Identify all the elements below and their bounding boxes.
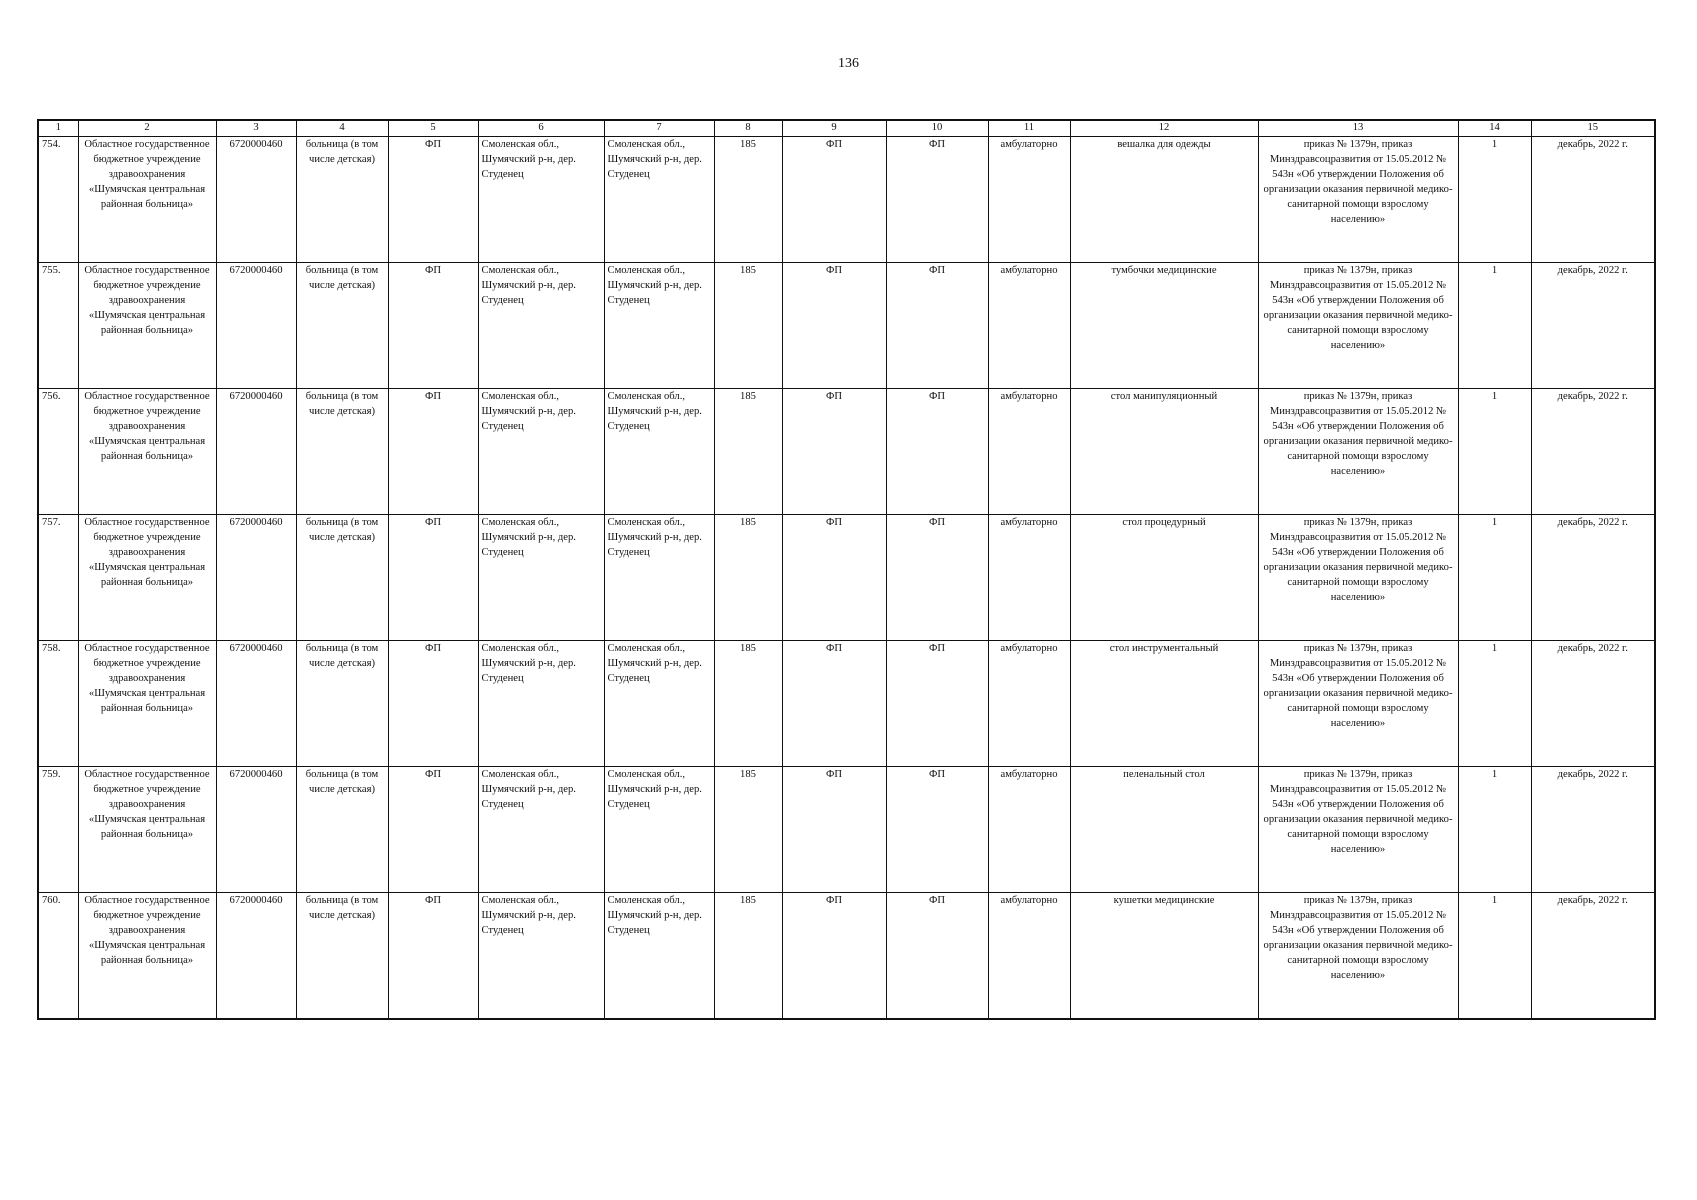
unit-type: ФП xyxy=(388,137,478,263)
care-type: амбулаторно xyxy=(988,893,1070,1019)
address: Смоленская обл., Шумячский р-н, дер. Студенец xyxy=(478,641,604,767)
equipment-name: пеленальный стол xyxy=(1070,767,1258,893)
column-9-value: ФП xyxy=(782,515,886,641)
column-8-value: 185 xyxy=(714,389,782,515)
legal-basis: приказ № 1379н, приказ Минздравсоцразвития от 15.05.2012 № 543н «Об утверждении Положения об организации оказания первичной медико-санитарной помощи взрослому населению» xyxy=(1258,767,1458,893)
column-9-value: ФП xyxy=(782,389,886,515)
address: Смоленская обл., Шумячский р-н, дер. Студенец xyxy=(478,515,604,641)
row-number: 758. xyxy=(38,641,78,767)
unit-type: ФП xyxy=(388,389,478,515)
facility-type: больница (в том числе детская) xyxy=(296,515,388,641)
legal-basis: приказ № 1379н, приказ Минздравсоцразвития от 15.05.2012 № 543н «Об утверждении Положения об организации оказания первичной медико-санитарной помощи взрослому населению» xyxy=(1258,137,1458,263)
column-9-value: ФП xyxy=(782,137,886,263)
column-header: 5 xyxy=(388,120,478,137)
column-header: 4 xyxy=(296,120,388,137)
location: Смоленская обл., Шумячский р-н, дер. Студенец xyxy=(604,137,714,263)
column-8-value: 185 xyxy=(714,641,782,767)
column-9-value: ФП xyxy=(782,767,886,893)
column-header: 2 xyxy=(78,120,216,137)
organization-code: 6720000460 xyxy=(216,641,296,767)
column-10-value: ФП xyxy=(886,389,988,515)
column-header: 1 xyxy=(38,120,78,137)
column-9-value: ФП xyxy=(782,893,886,1019)
equipment-name: стол процедурный xyxy=(1070,515,1258,641)
location: Смоленская обл., Шумячский р-н, дер. Студенец xyxy=(604,767,714,893)
facility-type: больница (в том числе детская) xyxy=(296,137,388,263)
due-date: декабрь, 2022 г. xyxy=(1531,389,1655,515)
table-row xyxy=(38,137,1655,263)
location: Смоленская обл., Шумячский р-н, дер. Студенец xyxy=(604,893,714,1019)
due-date: декабрь, 2022 г. xyxy=(1531,641,1655,767)
equipment-name: вешалка для одежды xyxy=(1070,137,1258,263)
unit-type: ФП xyxy=(388,515,478,641)
care-type: амбулаторно xyxy=(988,263,1070,389)
row-number: 757. xyxy=(38,515,78,641)
organization-name: Областное государственное бюджетное учреждение здравоохранения «Шумячская центральная районная больница» xyxy=(78,137,216,263)
quantity: 1 xyxy=(1458,137,1531,263)
column-header: 11 xyxy=(988,120,1070,137)
address: Смоленская обл., Шумячский р-н, дер. Студенец xyxy=(478,137,604,263)
address: Смоленская обл., Шумячский р-н, дер. Студенец xyxy=(478,263,604,389)
column-10-value: ФП xyxy=(886,515,988,641)
organization-code: 6720000460 xyxy=(216,767,296,893)
column-header: 13 xyxy=(1258,120,1458,137)
row-number: 756. xyxy=(38,389,78,515)
facility-type: больница (в том числе детская) xyxy=(296,893,388,1019)
facility-type: больница (в том числе детская) xyxy=(296,767,388,893)
legal-basis: приказ № 1379н, приказ Минздравсоцразвития от 15.05.2012 № 543н «Об утверждении Положения об организации оказания первичной медико-санитарной помощи взрослому населению» xyxy=(1258,515,1458,641)
organization-code: 6720000460 xyxy=(216,137,296,263)
due-date: декабрь, 2022 г. xyxy=(1531,515,1655,641)
quantity: 1 xyxy=(1458,515,1531,641)
location: Смоленская обл., Шумячский р-н, дер. Студенец xyxy=(604,263,714,389)
organization-name: Областное государственное бюджетное учреждение здравоохранения «Шумячская центральная районная больница» xyxy=(78,641,216,767)
quantity: 1 xyxy=(1458,389,1531,515)
quantity: 1 xyxy=(1458,263,1531,389)
column-number-row xyxy=(38,120,1655,137)
organization-name: Областное государственное бюджетное учреждение здравоохранения «Шумячская центральная районная больница» xyxy=(78,767,216,893)
location: Смоленская обл., Шумячский р-н, дер. Студенец xyxy=(604,641,714,767)
organization-code: 6720000460 xyxy=(216,893,296,1019)
care-type: амбулаторно xyxy=(988,641,1070,767)
facility-type: больница (в том числе детская) xyxy=(296,389,388,515)
care-type: амбулаторно xyxy=(988,515,1070,641)
organization-name: Областное государственное бюджетное учреждение здравоохранения «Шумячская центральная районная больница» xyxy=(78,515,216,641)
due-date: декабрь, 2022 г. xyxy=(1531,767,1655,893)
facility-type: больница (в том числе детская) xyxy=(296,641,388,767)
legal-basis: приказ № 1379н, приказ Минздравсоцразвития от 15.05.2012 № 543н «Об утверждении Положения об организации оказания первичной медико-санитарной помощи взрослому населению» xyxy=(1258,893,1458,1019)
row-number: 760. xyxy=(38,893,78,1019)
row-number: 759. xyxy=(38,767,78,893)
care-type: амбулаторно xyxy=(988,137,1070,263)
column-8-value: 185 xyxy=(714,893,782,1019)
equipment-name: стол манипуляционный xyxy=(1070,389,1258,515)
facility-type: больница (в том числе детская) xyxy=(296,263,388,389)
column-10-value: ФП xyxy=(886,893,988,1019)
column-header: 10 xyxy=(886,120,988,137)
quantity: 1 xyxy=(1458,893,1531,1019)
address: Смоленская обл., Шумячский р-н, дер. Студенец xyxy=(478,767,604,893)
column-8-value: 185 xyxy=(714,263,782,389)
care-type: амбулаторно xyxy=(988,389,1070,515)
row-number: 754. xyxy=(38,137,78,263)
equipment-name: кушетки медицинские xyxy=(1070,893,1258,1019)
unit-type: ФП xyxy=(388,893,478,1019)
organization-code: 6720000460 xyxy=(216,515,296,641)
column-10-value: ФП xyxy=(886,641,988,767)
registry-table xyxy=(37,119,1656,1020)
column-header: 9 xyxy=(782,120,886,137)
organization-code: 6720000460 xyxy=(216,263,296,389)
column-10-value: ФП xyxy=(886,263,988,389)
organization-code: 6720000460 xyxy=(216,389,296,515)
equipment-name: тумбочки медицинские xyxy=(1070,263,1258,389)
column-header: 3 xyxy=(216,120,296,137)
care-type: амбулаторно xyxy=(988,767,1070,893)
column-header: 15 xyxy=(1531,120,1655,137)
legal-basis: приказ № 1379н, приказ Минздравсоцразвития от 15.05.2012 № 543н «Об утверждении Положения об организации оказания первичной медико-санитарной помощи взрослому населению» xyxy=(1258,641,1458,767)
table-row xyxy=(38,641,1655,767)
page-number: 136 xyxy=(838,56,859,71)
table-row xyxy=(38,263,1655,389)
due-date: декабрь, 2022 г. xyxy=(1531,263,1655,389)
equipment-name: стол инструментальный xyxy=(1070,641,1258,767)
column-10-value: ФП xyxy=(886,137,988,263)
column-8-value: 185 xyxy=(714,767,782,893)
location: Смоленская обл., Шумячский р-н, дер. Студенец xyxy=(604,515,714,641)
table-row xyxy=(38,893,1655,1019)
quantity: 1 xyxy=(1458,767,1531,893)
organization-name: Областное государственное бюджетное учреждение здравоохранения «Шумячская центральная районная больница» xyxy=(78,389,216,515)
column-header: 6 xyxy=(478,120,604,137)
address: Смоленская обл., Шумячский р-н, дер. Студенец xyxy=(478,389,604,515)
address: Смоленская обл., Шумячский р-н, дер. Студенец xyxy=(478,893,604,1019)
legal-basis: приказ № 1379н, приказ Минздравсоцразвития от 15.05.2012 № 543н «Об утверждении Положения об организации оказания первичной медико-санитарной помощи взрослому населению» xyxy=(1258,263,1458,389)
unit-type: ФП xyxy=(388,641,478,767)
due-date: декабрь, 2022 г. xyxy=(1531,137,1655,263)
column-10-value: ФП xyxy=(886,767,988,893)
legal-basis: приказ № 1379н, приказ Минздравсоцразвития от 15.05.2012 № 543н «Об утверждении Положения об организации оказания первичной медико-санитарной помощи взрослому населению» xyxy=(1258,389,1458,515)
table-row xyxy=(38,515,1655,641)
column-header: 14 xyxy=(1458,120,1531,137)
quantity: 1 xyxy=(1458,641,1531,767)
column-8-value: 185 xyxy=(714,515,782,641)
column-header: 7 xyxy=(604,120,714,137)
unit-type: ФП xyxy=(388,263,478,389)
column-9-value: ФП xyxy=(782,641,886,767)
table-row xyxy=(38,767,1655,893)
due-date: декабрь, 2022 г. xyxy=(1531,893,1655,1019)
row-number: 755. xyxy=(38,263,78,389)
location: Смоленская обл., Шумячский р-н, дер. Студенец xyxy=(604,389,714,515)
organization-name: Областное государственное бюджетное учреждение здравоохранения «Шумячская центральная районная больница» xyxy=(78,263,216,389)
table-row xyxy=(38,389,1655,515)
unit-type: ФП xyxy=(388,767,478,893)
column-9-value: ФП xyxy=(782,263,886,389)
column-header: 12 xyxy=(1070,120,1258,137)
column-header: 8 xyxy=(714,120,782,137)
column-8-value: 185 xyxy=(714,137,782,263)
organization-name: Областное государственное бюджетное учреждение здравоохранения «Шумячская центральная районная больница» xyxy=(78,893,216,1019)
